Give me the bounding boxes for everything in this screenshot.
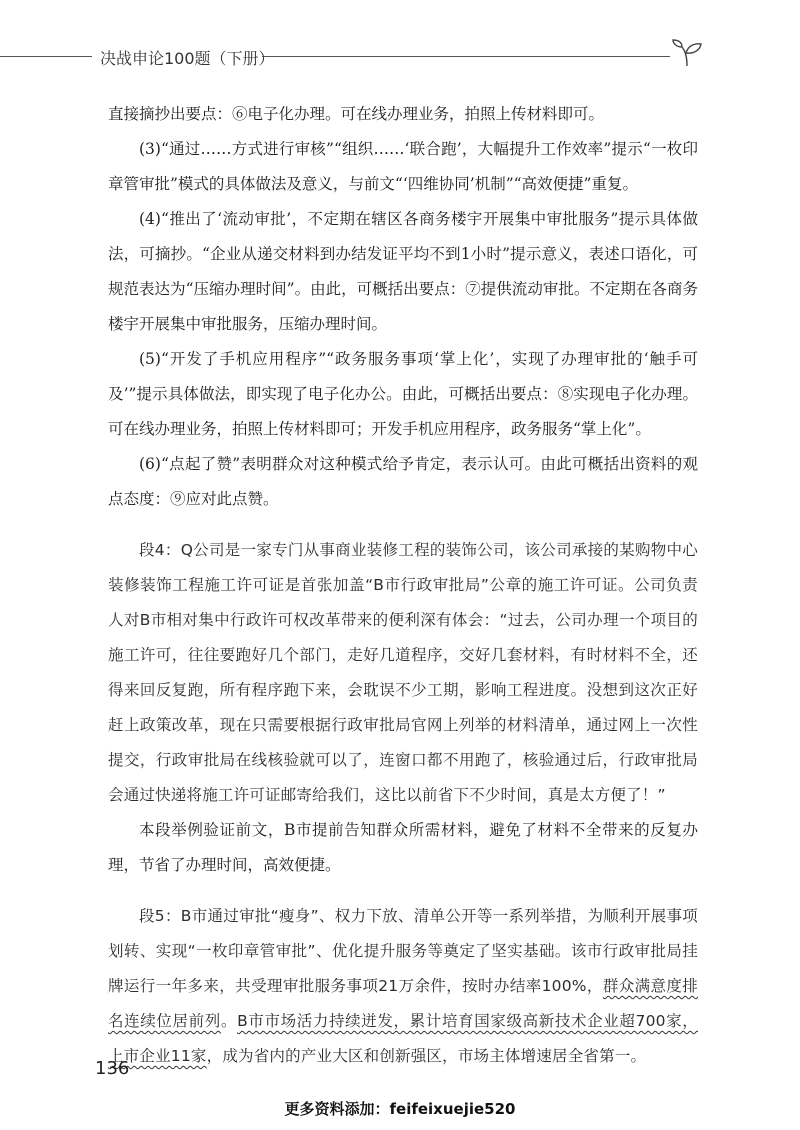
text-segment: 段5：B市通过审批“瘦身”、权力下放、清单公开等一系列举措，为顺利开展事项划转、实现“一枚印章管审批”、优化提升服务等奠定了坚实基础。该市行政审批局挂牌运行一年多来，共受理审批服务事项21万余件，按时办结率100%，	[108, 907, 698, 995]
paragraph: 本段举例验证前文，B市提前告知群众所需材料，避免了材料不全带来的反复办理，节省了办理时间，高效便捷。	[108, 821, 698, 874]
wavy-underlined-text: 上市企业11家	[108, 1047, 207, 1065]
paragraph: (6)“点起了赞”表明群众对这种模式给予肯定，表示认可。由此可概括出资料的观点态度：⑨应对此点赞。	[108, 455, 698, 508]
header-rule-left	[0, 56, 92, 57]
text-segment: ，成为省内的产业大区和创新强区，市场主体增速居全省第一。	[206, 1047, 647, 1065]
paragraph: (3)“通过……方式进行审核”“组织……‘联合跑’，大幅提升工作效率”提示“一枚印章管审批”模式的具体做法及意义，与前文“‘四维协同’机制”“高效便捷”重复。	[108, 140, 698, 193]
sprout-icon	[670, 38, 704, 68]
footer-contact: 更多资料添加：feifeixuejie520	[284, 1100, 516, 1118]
source-material-paragraph	[108, 899, 698, 1074]
wavy-underlined-text: 群众满意度排名连续位居前列	[108, 977, 699, 1030]
header-title: 决战申论100题（下册）	[100, 49, 275, 68]
text-segment: 。	[220, 1012, 238, 1030]
paragraph: 直接摘抄出要点：⑥电子化办理。可在线办理业务，拍照上传材料即可。	[108, 105, 605, 123]
header-rule-right	[262, 56, 670, 57]
wavy-underlined-text: B市市场活力持续迸发，累计培育国家级高新技术企业超700家，	[237, 1012, 698, 1030]
source-material-paragraph: 段4：Q公司是一家专门从事商业装修工程的装饰公司，该公司承接的某购物中心装修装饰工程施工许可证是首张加盖“B市行政审批局”公章的施工许可证。公司负责人对B市相对集中行政许可权改革带来的便利深有体会：“过去，公司办理一个项目的施工许可，往往要跑好几个部门，走好几道程序，交好几套材料，有时材料不全，还得来回反复跑，所有程序跑下来，会耽误不少工期，影响工程进度。没想到这次正好赶上政策改革，现在只需要根据行政审批局官网上列举的材料清单，通过网上一次性提交，行政审批局在线核验就可以了，连窗口都不用跑了，核验通过后，行政审批局会通过快递将施工许可证邮寄给我们，这比以前省下不少时间，真是太方便了！”	[108, 541, 698, 804]
page-number: 136	[95, 1058, 130, 1079]
page-body	[108, 97, 698, 1074]
paragraph: (5)“开发了手机应用程序”“政务服务事项‘掌上化’，实现了办理审批的‘触手可及’”提示具体做法，即实现了电子化办公。由此，可概括出要点：⑧实现电子化办理。可在线办理业务，拍照上传材料即可；开发手机应用程序，政务服务“掌上化”。	[108, 350, 698, 438]
paragraph: (4)“推出了‘流动审批’，不定期在辖区各商务楼宇开展集中审批服务”提示具体做法，可摘抄。“企业从递交材料到办结发证平均不到1小时”提示意义，表述口语化，可规范表达为“压缩办理时间”。由此，可概括出要点：⑦提供流动审批。不定期在各商务楼宇开展集中审批服务，压缩办理时间。	[108, 210, 698, 333]
running-header	[0, 38, 800, 70]
